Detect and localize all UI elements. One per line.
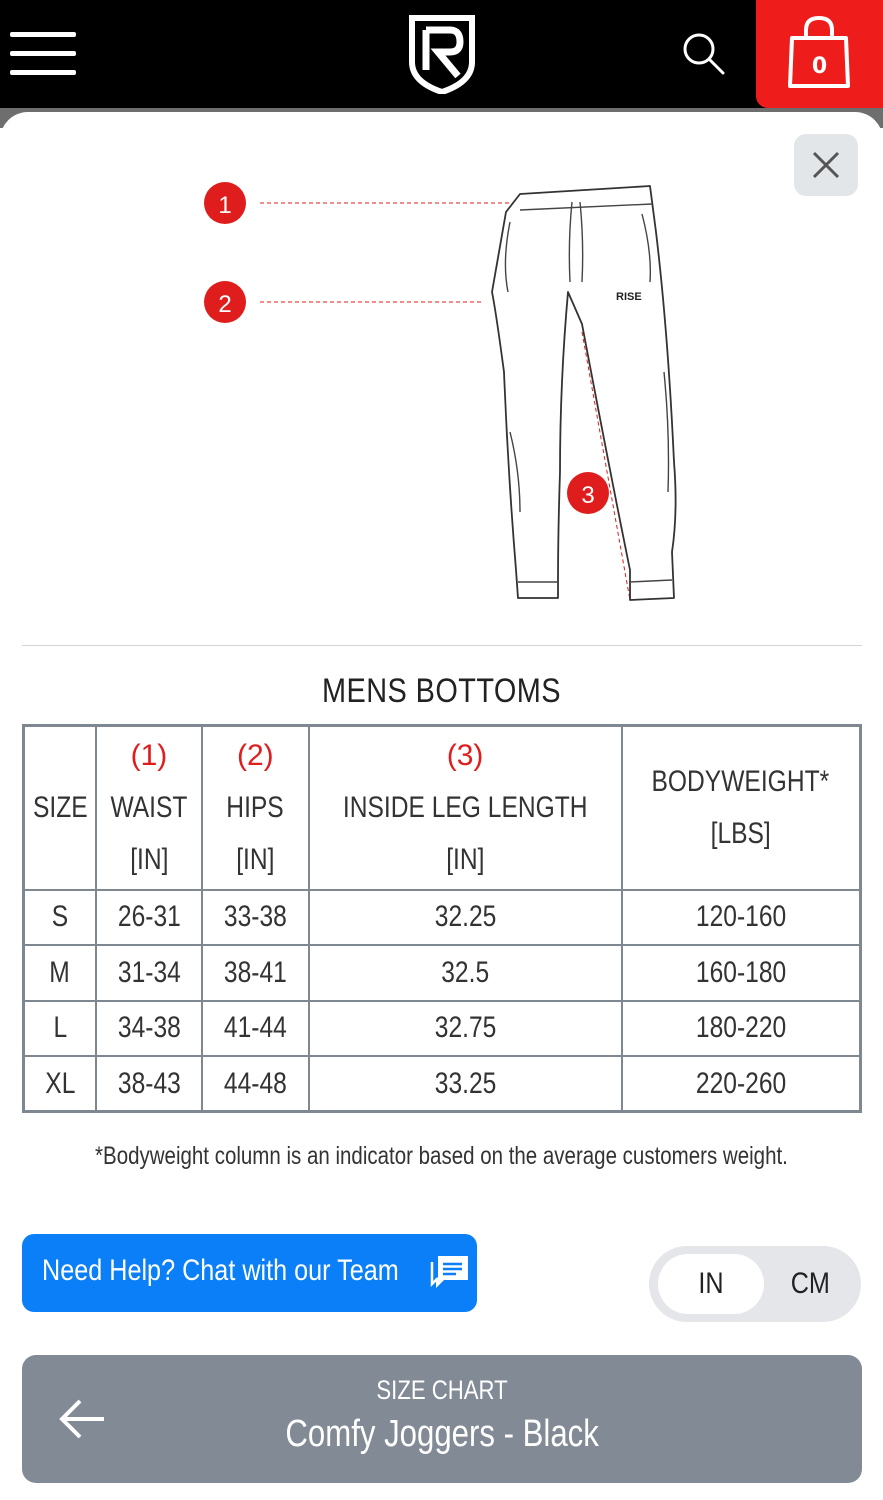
chat-help-button[interactable]: [22, 1234, 477, 1312]
bodyweight-note: *Bodyweight column is an indicator based on the average customers weight.: [95, 1142, 788, 1170]
cell-size: S: [24, 890, 96, 946]
unit-toggle: [649, 1246, 861, 1322]
chat-help-label: Need Help? Chat with our Team: [42, 1254, 399, 1287]
cell-hips: 38-41: [202, 945, 308, 1001]
search-icon[interactable]: [680, 30, 726, 76]
cell-hips: 33-38: [202, 890, 308, 946]
header-bodyweight: BODYWEIGHT* [LBS]: [622, 726, 861, 890]
cell-bodyweight: 160-180: [622, 945, 861, 1001]
table-row: [24, 1056, 861, 1112]
marker-3: [567, 472, 609, 514]
cell-size: XL: [24, 1056, 96, 1112]
cell-inside-leg: 32.25: [309, 890, 622, 946]
marker-2: [204, 281, 246, 323]
cell-bodyweight: 120-160: [622, 890, 861, 946]
unit-option-in[interactable]: IN: [658, 1254, 764, 1314]
cell-hips: 44-48: [202, 1056, 308, 1112]
table-row: [24, 945, 861, 1001]
close-icon: [811, 150, 841, 180]
close-button[interactable]: [794, 134, 858, 196]
cell-waist: 38-43: [96, 1056, 202, 1112]
rise-logo-icon[interactable]: [408, 12, 476, 94]
cell-size: L: [24, 1001, 96, 1057]
size-table: [22, 724, 862, 1113]
cell-waist: 26-31: [96, 890, 202, 946]
cell-size: M: [24, 945, 96, 1001]
table-header-row: [24, 726, 861, 890]
footer-product-title: Comfy Joggers - Black: [285, 1413, 599, 1455]
cell-bodyweight: 180-220: [622, 1001, 861, 1057]
svg-text:1: 1: [218, 192, 232, 219]
footer-subtitle: SIZE CHART: [376, 1375, 508, 1405]
top-navigation-bar: [0, 0, 883, 108]
svg-text:3: 3: [581, 482, 595, 509]
cart-button[interactable]: [756, 0, 883, 108]
cell-inside-leg: 32.75: [309, 1001, 622, 1057]
joggers-measurement-diagram: [190, 172, 700, 612]
cell-inside-leg: 32.5: [309, 945, 622, 1001]
unit-option-cm[interactable]: CM: [790, 1267, 830, 1300]
header-hips: (2) HIPS [IN]: [202, 726, 308, 890]
svg-text:2: 2: [218, 291, 232, 318]
header-inside-leg: (3) INSIDE LEG LENGTH [IN]: [309, 726, 622, 890]
cell-waist: 34-38: [96, 1001, 202, 1057]
cell-hips: 41-44: [202, 1001, 308, 1057]
chat-icon: [430, 1254, 470, 1292]
section-divider: [22, 645, 862, 646]
table-title: MENS BOTTOMS: [321, 672, 561, 710]
table-row: [24, 890, 861, 946]
brand-tag: RISE: [616, 291, 642, 303]
cell-inside-leg: 33.25: [309, 1056, 622, 1112]
hamburger-icon[interactable]: [10, 30, 76, 80]
table-row: [24, 1001, 861, 1057]
shopping-bag-icon: [786, 14, 852, 92]
cart-count-badge: 0: [811, 54, 828, 79]
cell-bodyweight: 220-260: [622, 1056, 861, 1112]
size-chart-footer: [22, 1355, 862, 1483]
header-size: SIZE: [24, 726, 96, 890]
header-waist: (1) WAIST [IN]: [96, 726, 202, 890]
marker-1: [204, 182, 246, 224]
cell-waist: 31-34: [96, 945, 202, 1001]
